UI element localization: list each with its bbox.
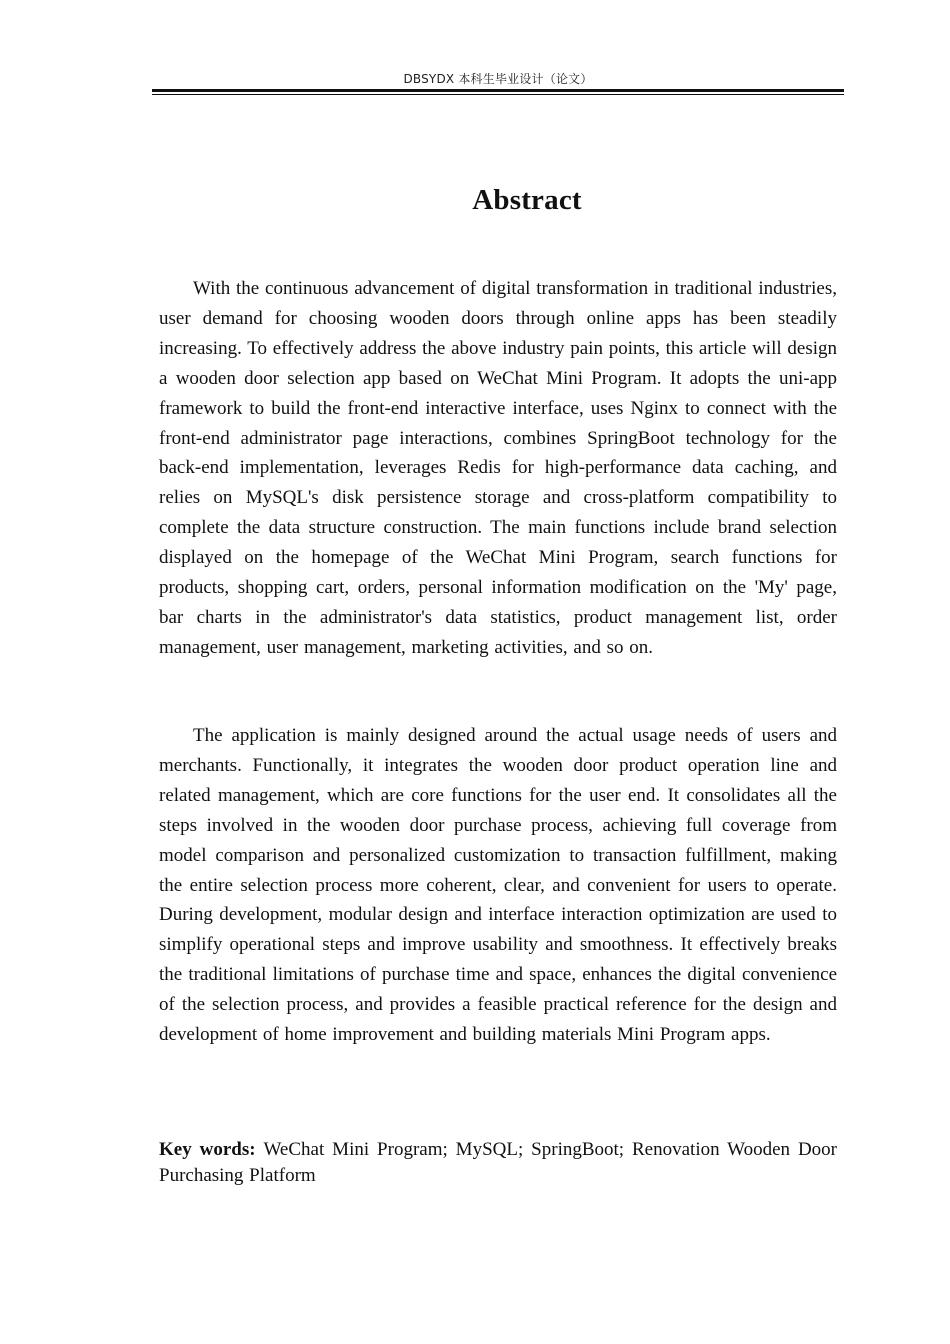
abstract-title: Abstract: [472, 184, 582, 216]
header-rule-thin: [152, 94, 844, 95]
abstract-body-2: [159, 721, 837, 1050]
abstract-body-1: [159, 274, 837, 663]
abstract-paragraph-1: With the continuous advancement of digital transformation in traditional industries, user demand for choosing wooden doors through online apps has been steadily increasing. To effectively address the above industry pain points, this article will design a wooden door selection app based on WeChat Mini Program. It adopts the uni-app framework to build the front-end interactive interface, uses Nginx to connect with the front-end administrator page interactions, combines SpringBoot technology for the back-end implementation, leverages Redis for high-performance data caching, and relies on MySQL's disk persistence storage and cross-platform compatibility to complete the data structure construction. The main functions include brand selection displayed on the homepage of the WeChat Mini Program, search functions for products, shopping cart, orders, personal information modification on the 'My' page, bar charts in the administrator's data statistics, product management list, order management, user management, marketing activities, and so on.: [159, 278, 837, 658]
header-rule-thick: [152, 89, 844, 92]
abstract-paragraph-2: The application is mainly designed around the actual usage needs of users and merchants. Functionally, it integrates the wooden door product operation line and related management, which are core functions for the user end. It consolidates all the steps involved in the wooden door purchase process, achieving full coverage from model comparison and personalized customization to transaction fulfillment, making the entire selection process more coherent, clear, and convenient for users to operate. During development, modular design and interface interaction optimization are used to simplify operational steps and improve usability and smoothness. It effectively breaks the traditional limitations of purchase time and space, enhances the digital convenience of the selection process, and provides a feasible practical reference for the design and development of home improvement and building materials Mini Program apps.: [159, 725, 837, 1046]
keywords-label: Key words:: [159, 1139, 264, 1160]
running-header: DBSYDX 本科生毕业设计（论文）: [403, 72, 593, 86]
keywords-block: [159, 1137, 837, 1189]
keywords-text: WeChat Mini Program; MySQL; SpringBoot; Renovation Wooden Door Purchasing Platform: [159, 1139, 838, 1186]
